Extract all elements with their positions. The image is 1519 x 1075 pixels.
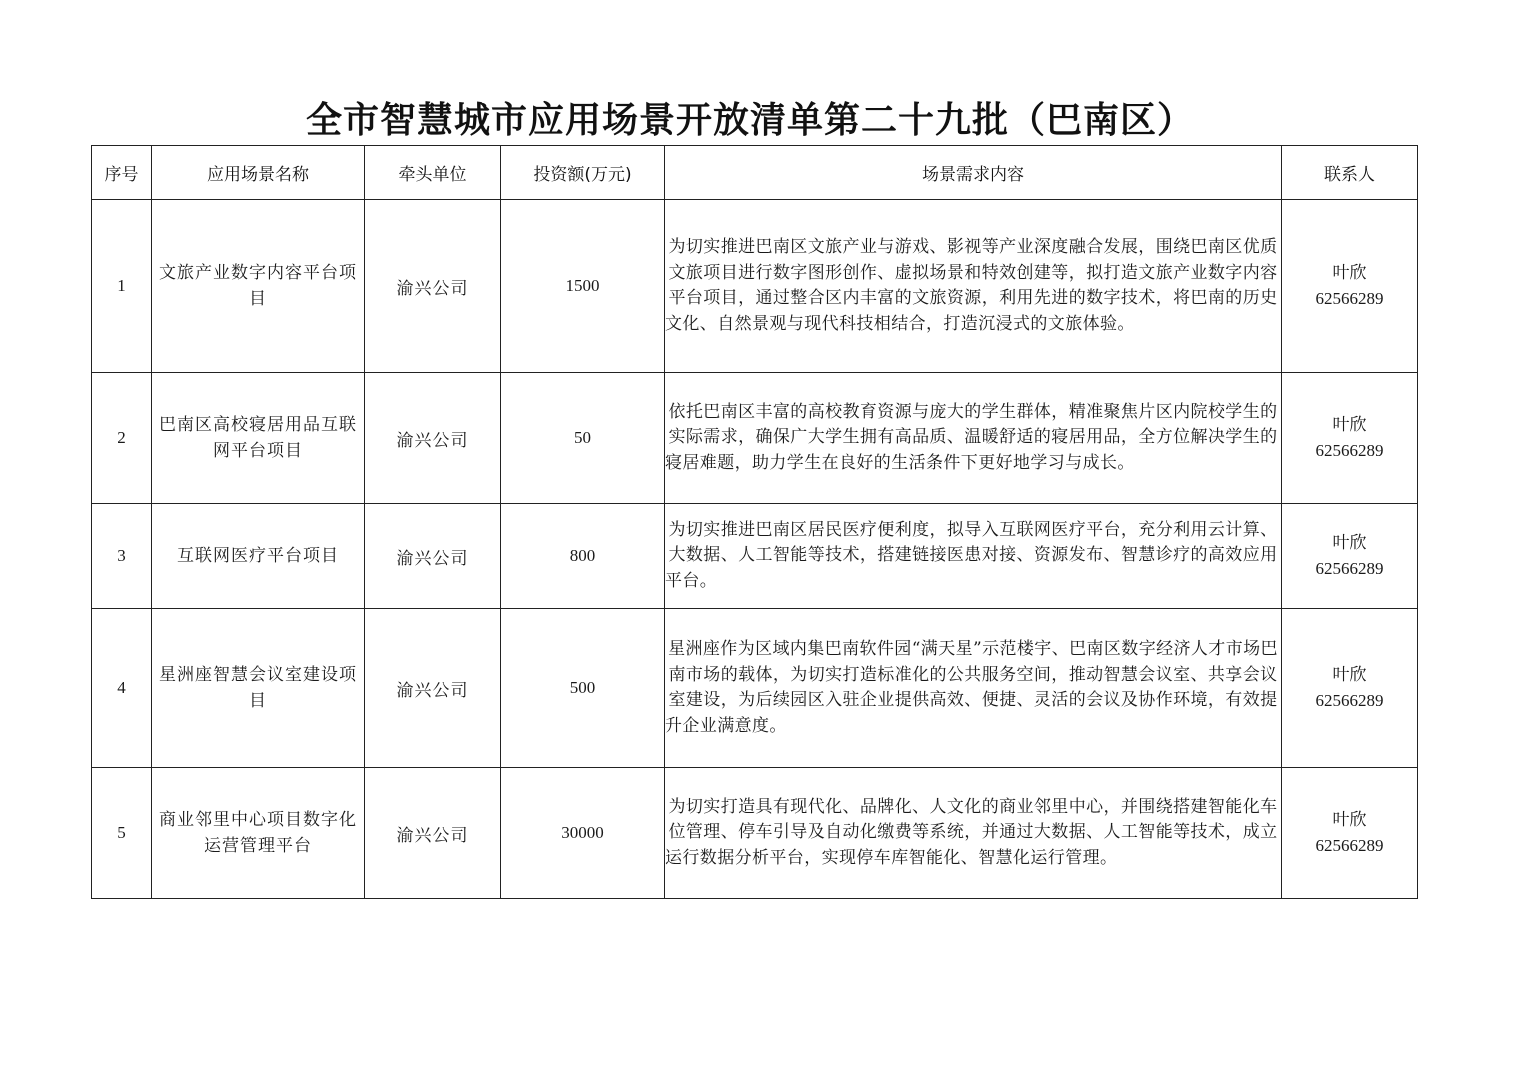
scenario-name-cell: 文旅产业数字内容平台项目 bbox=[152, 200, 365, 373]
lead-unit-cell: 渝兴公司 bbox=[365, 373, 501, 504]
scenario-name-cell: 星洲座智慧会议室建设项目 bbox=[152, 609, 365, 768]
investment-cell: 1500 bbox=[501, 200, 665, 373]
contact-name: 叶欣 bbox=[1332, 533, 1367, 553]
contact-phone: 62566289 bbox=[1315, 289, 1384, 308]
contact-cell bbox=[1282, 504, 1418, 609]
contact-cell bbox=[1282, 373, 1418, 504]
header-unit: 牵头单位 bbox=[365, 146, 501, 200]
contact-phone: 62566289 bbox=[1315, 691, 1384, 710]
seq-cell: 5 bbox=[92, 768, 152, 899]
table-row bbox=[92, 609, 1418, 768]
contact-name: 叶欣 bbox=[1332, 263, 1367, 283]
content-cell: 为切实推进巴南区文旅产业与游戏、影视等产业深度融合发展，围绕巴南区优质文旅项目进行数字图形创作、虚拟场景和特效创建等，拟打造文旅产业数字内容平台项目，通过整合区内丰富的文旅资源，利用先进的数字技术，将巴南的历史文化、自然景观与现代科技相结合，打造沉浸式的文旅体验。 bbox=[665, 200, 1282, 373]
table-row bbox=[92, 768, 1418, 899]
scenario-name-cell: 互联网医疗平台项目 bbox=[152, 504, 365, 609]
investment-cell: 500 bbox=[501, 609, 665, 768]
table-row bbox=[92, 200, 1418, 373]
contact-name: 叶欣 bbox=[1332, 810, 1367, 830]
scenario-name-cell: 商业邻里中心项目数字化运营管理平台 bbox=[152, 768, 365, 899]
table-row bbox=[92, 504, 1418, 609]
header-contact: 联系人 bbox=[1282, 146, 1418, 200]
lead-unit-cell: 渝兴公司 bbox=[365, 768, 501, 899]
investment-cell: 800 bbox=[501, 504, 665, 609]
scenario-table bbox=[91, 145, 1418, 899]
header-name: 应用场景名称 bbox=[152, 146, 365, 200]
lead-unit-cell: 渝兴公司 bbox=[365, 200, 501, 373]
content-cell: 依托巴南区丰富的高校教育资源与庞大的学生群体，精准聚焦片区内院校学生的实际需求，确保广大学生拥有高品质、温暖舒适的寝居用品，全方位解决学生的寝居难题，助力学生在良好的生活条件下更好地学习与成长。 bbox=[665, 373, 1282, 504]
contact-cell bbox=[1282, 200, 1418, 373]
content-cell: 为切实打造具有现代化、品牌化、人文化的商业邻里中心，并围绕搭建智能化车位管理、停车引导及自动化缴费等系统，并通过大数据、人工智能等技术，成立运行数据分析平台，实现停车库智能化、智慧化运行管理。 bbox=[665, 768, 1282, 899]
contact-phone: 62566289 bbox=[1315, 441, 1384, 460]
content-cell: 为切实推进巴南区居民医疗便利度，拟导入互联网医疗平台，充分利用云计算、大数据、人工智能等技术，搭建链接医患对接、资源发布、智慧诊疗的高效应用平台。 bbox=[665, 504, 1282, 609]
seq-cell: 3 bbox=[92, 504, 152, 609]
investment-cell: 30000 bbox=[501, 768, 665, 899]
contact-phone: 62566289 bbox=[1315, 559, 1384, 578]
seq-cell: 4 bbox=[92, 609, 152, 768]
header-seq: 序号 bbox=[92, 146, 152, 200]
header-row bbox=[92, 146, 1418, 200]
content-cell: 星洲座作为区域内集巴南软件园“满天星”示范楼宇、巴南区数字经济人才市场巴南市场的载体，为切实打造标准化的公共服务空间，推动智慧会议室、共享会议室建设，为后续园区入驻企业提供高效、便捷、灵活的会议及协作环境，有效提升企业满意度。 bbox=[665, 609, 1282, 768]
lead-unit-cell: 渝兴公司 bbox=[365, 609, 501, 768]
investment-cell: 50 bbox=[501, 373, 665, 504]
seq-cell: 1 bbox=[92, 200, 152, 373]
contact-name: 叶欣 bbox=[1332, 665, 1367, 685]
seq-cell: 2 bbox=[92, 373, 152, 504]
page-title: 全市智慧城市应用场景开放清单第二十九批（巴南区） bbox=[305, 99, 1194, 141]
lead-unit-cell: 渝兴公司 bbox=[365, 504, 501, 609]
contact-cell bbox=[1282, 768, 1418, 899]
contact-name: 叶欣 bbox=[1332, 415, 1367, 435]
scenario-name-cell: 巴南区高校寝居用品互联网平台项目 bbox=[152, 373, 365, 504]
header-investment: 投资额(万元) bbox=[501, 146, 665, 200]
contact-cell bbox=[1282, 609, 1418, 768]
table-row bbox=[92, 373, 1418, 504]
contact-phone: 62566289 bbox=[1315, 836, 1384, 855]
header-content: 场景需求内容 bbox=[665, 146, 1282, 200]
